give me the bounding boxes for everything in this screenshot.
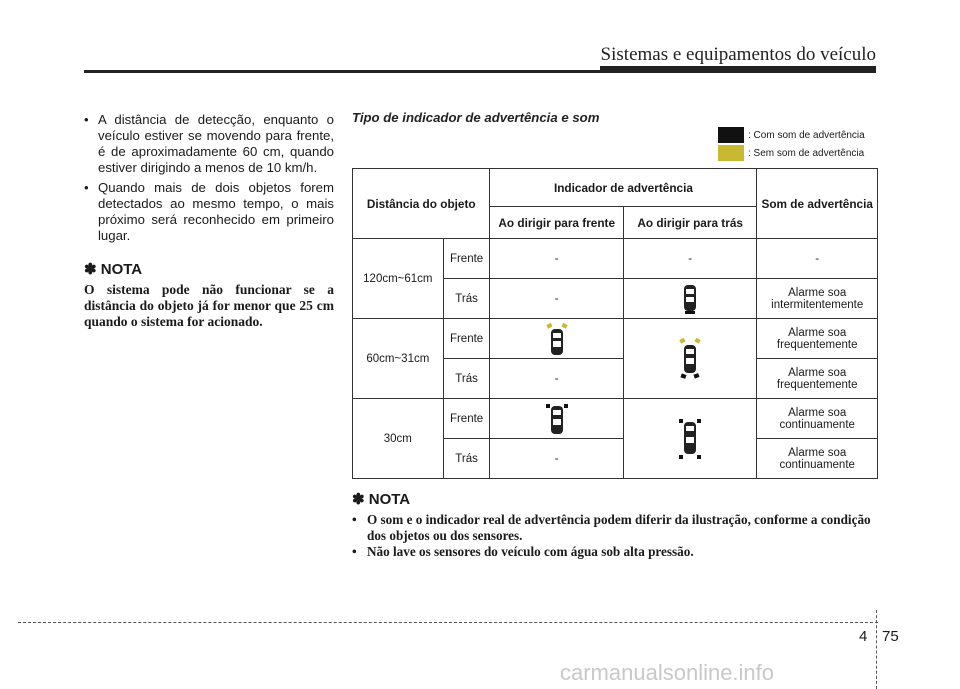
forward-cell: - <box>490 279 623 319</box>
direction-cell: Trás <box>443 279 490 319</box>
legend-item <box>718 144 865 162</box>
forward-indicator-cell <box>490 319 623 359</box>
footer-divider <box>876 610 877 689</box>
direction-cell: Frente <box>443 399 490 439</box>
direction-cell: Trás <box>443 439 490 479</box>
car-front-sensors-icon <box>539 321 575 357</box>
bullet-dot: • <box>352 544 357 559</box>
direction-cell: Trás <box>443 359 490 399</box>
forward-cell: - <box>490 239 623 279</box>
header-distance: Distância do objeto <box>353 169 490 239</box>
left-column <box>84 112 334 330</box>
header-forward: Ao dirigir para frente <box>490 207 623 239</box>
bullet-dot: • <box>84 112 89 127</box>
forward-indicator-cell <box>490 399 623 439</box>
warning-table <box>352 168 878 479</box>
car-rear-sensor-icon <box>680 283 700 315</box>
bullet-dot: • <box>352 512 357 527</box>
forward-cell: - <box>490 439 623 479</box>
car-front-rear-sensors-icon <box>672 336 708 382</box>
distance-cell: 60cm~31cm <box>353 319 444 399</box>
direction-cell: Frente <box>443 319 490 359</box>
car-front-close-icon <box>542 401 572 437</box>
nota-heading: ✽ NOTA <box>352 491 411 508</box>
legend-swatch-sound <box>718 127 744 143</box>
nota-text: O sistema pode não funcionar se a distância do objeto já for menor que 25 cm quando o sistema for acionado. <box>84 282 334 329</box>
bullet-text: A distância de detecção, enquanto o veículo estiver se movendo para frente, é de aproximadamente 60 cm, quando estiver dirigindo a menos de 10 km/h. <box>98 112 334 175</box>
forward-cell: - <box>490 359 623 399</box>
sound-cell: - <box>757 239 878 279</box>
bullet-text: Quando mais de dois objetos forem detectados ao mesmo tempo, o mais próximo será reconhecido em primeiro lugar. <box>98 180 334 243</box>
page-number: 75 <box>882 628 899 645</box>
page-header <box>0 0 960 80</box>
section-title: Tipo de indicador de advertência e som <box>352 110 600 125</box>
reverse-indicator-cell <box>623 319 756 399</box>
chapter-number: 4 <box>859 628 868 645</box>
car-all-sensors-icon <box>675 416 705 462</box>
header-title: Sistemas e equipamentos do veículo <box>600 44 876 65</box>
reverse-indicator-cell <box>623 279 756 319</box>
sound-cell: Alarme soa frequentemente <box>757 319 878 359</box>
bottom-nota <box>352 490 878 560</box>
header-rule <box>84 70 876 73</box>
distance-cell: 120cm~61cm <box>353 239 444 319</box>
footer-rule <box>18 622 878 623</box>
legend-label: : Sem som de advertência <box>748 147 865 159</box>
header-indicator: Indicador de advertência <box>490 169 757 207</box>
legend-swatch-no-sound <box>718 145 744 161</box>
nota-item <box>352 512 878 544</box>
legend-label: : Com som de advertência <box>748 129 865 141</box>
nota-item <box>352 544 878 560</box>
right-column <box>352 110 878 471</box>
bullet-item <box>84 112 334 176</box>
header-reverse: Ao dirigir para trás <box>623 207 756 239</box>
nota-heading: ✽ NOTA <box>84 261 143 278</box>
sound-cell: Alarme soa frequentemente <box>757 359 878 399</box>
header-sound: Som de advertência <box>757 169 878 239</box>
sound-cell: Alarme soa continuamente <box>757 399 878 439</box>
nota-item-text: Não lave os sensores do veículo com água sob alta pressão. <box>367 544 694 559</box>
reverse-indicator-cell <box>623 399 756 479</box>
direction-cell: Frente <box>443 239 490 279</box>
legend-item <box>718 126 865 144</box>
distance-cell: 30cm <box>353 399 444 479</box>
nota-item-text: O som e o indicador real de advertência podem diferir da ilustração, conforme a condição dos objetos ou dos sensores. <box>367 512 871 543</box>
reverse-cell: - <box>623 239 756 279</box>
sound-cell: Alarme soa continuamente <box>757 439 878 479</box>
legend <box>718 126 865 162</box>
bullet-item <box>84 180 334 244</box>
watermark: carmanualsonline.info <box>560 660 775 685</box>
sound-cell: Alarme soa intermitentemente <box>757 279 878 319</box>
bullet-dot: • <box>84 180 89 195</box>
